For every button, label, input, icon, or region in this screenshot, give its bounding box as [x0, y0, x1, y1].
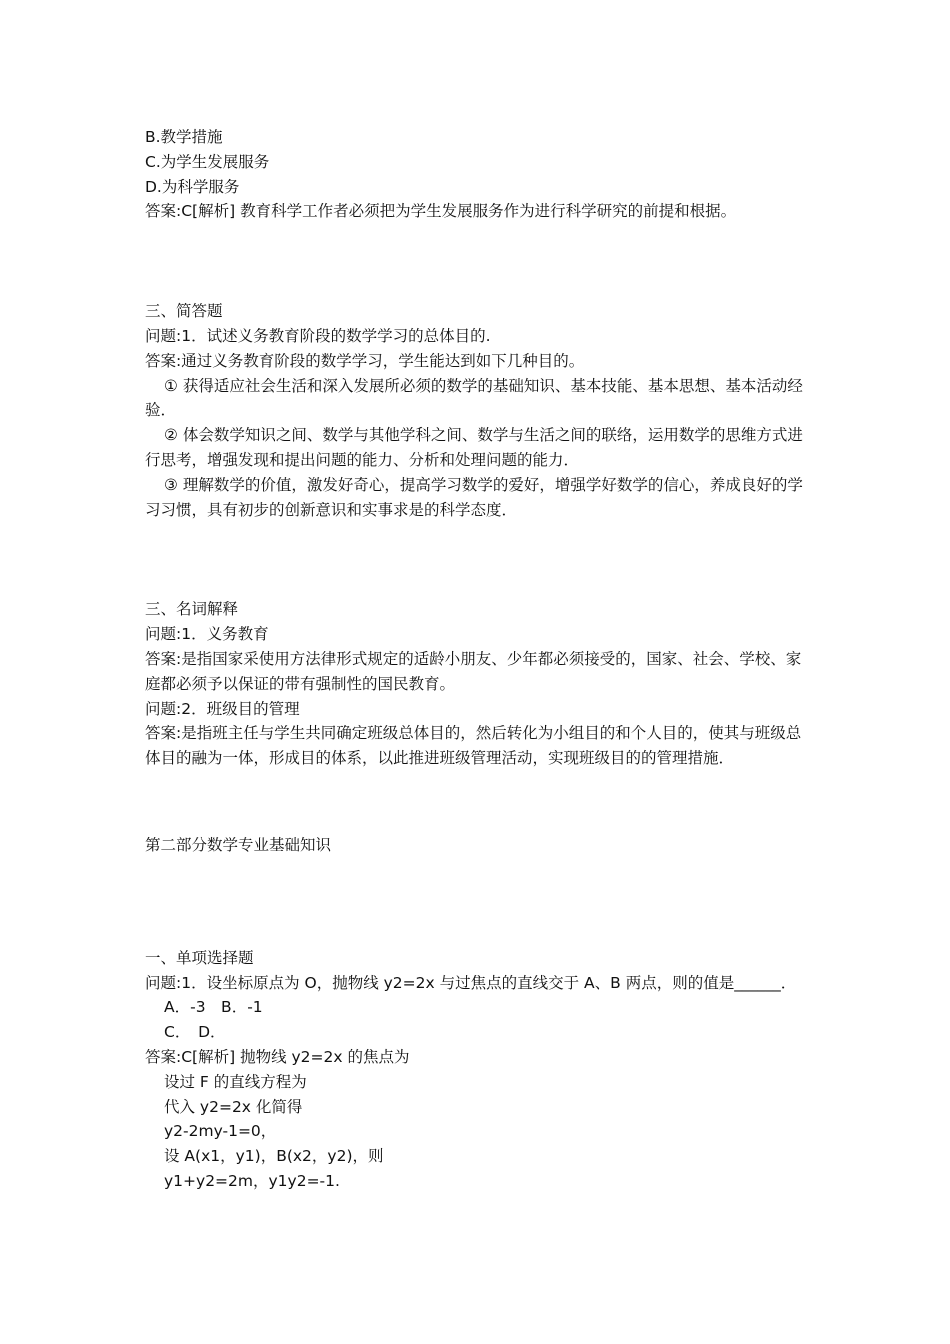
question-text: 问题:1．试述义务教育阶段的数学学习的总体目的. [145, 326, 491, 345]
answer-2: 答案:是指班主任与学生共同确定班级总体目的，然后转化为小组目的和个人目的，使其与班级总体目的融为一体，形成目的体系，以此推进班级管理活动，实现班级目的的管理措施． [145, 724, 802, 768]
option-d: D.为科学服务 [145, 177, 240, 196]
answer-intro: 答案:通过义务教育阶段的数学学习，学生能达到如下几种目的。 [145, 351, 585, 370]
question-text: 问题:1．设坐标原点为 O，抛物线 y2=2x 与过焦点的直线交于 A、B 两点，则的值是______． [145, 973, 797, 992]
section-heading-terms: 三、名词解释 [145, 600, 239, 619]
answer-item-3: ③ 理解数学的价值，激发好奇心，提高学习数学的爱好，增强学好数学的信心，养成良好的学习习惯，具有初步的创新意识和实事求是的科学态度． [145, 475, 803, 519]
answer-1: 答案:是指国家采使用方法律形式规定的适龄小朋友、少年都必须接受的，国家、社会、学校、家庭都必须予以保证的带有强制性的国民教育。 [145, 649, 802, 693]
solution-step-1: 设过 F 的直线方程为 [164, 1072, 307, 1091]
question-2: 问题:2．班级目的管理 [145, 699, 300, 718]
section-heading-single-choice: 一、单项选择题 [145, 948, 254, 967]
part-title: 第二部分数学专业基础知识 [145, 835, 332, 854]
options-a-b: A．-3 B．-1 [164, 998, 263, 1017]
options-c-d: C． D． [164, 1023, 226, 1042]
option-c: C.为学生发展服务 [145, 152, 270, 171]
answer-text: 答案:C[解析] 抛物线 y2=2x 的焦点为 [145, 1047, 410, 1066]
document-page [145, 125, 810, 1194]
solution-step-5: y1+y2=2m，y1y2=-1. [164, 1171, 340, 1190]
section-heading-short-answer: 三、简答题 [145, 302, 223, 321]
answer-text: 答案:C[解析] 教育科学工作者必须把为学生发展服务作为进行科学研究的前提和根据。 [145, 202, 737, 221]
solution-step-4: 设 A(x1，y1)，B(x2，y2)，则 [164, 1147, 384, 1166]
question-1: 问题:1．义务教育 [145, 625, 269, 644]
answer-item-1: ① 获得适应社会生活和深入发展所必须的数学的基础知识、基本技能、基本思想、基本活动经验． [145, 376, 803, 420]
answer-item-2: ② 体会数学知识之间、数学与其他学科之间、数学与生活之间的联络，运用数学的思维方式进行思考，增强发现和提出问题的能力、分析和处理问题的能力． [145, 426, 803, 469]
option-b: B.教学措施 [145, 128, 223, 146]
solution-step-2: 代入 y2=2x 化简得 [164, 1097, 303, 1116]
solution-step-3: y2-2my-1=0， [164, 1122, 277, 1141]
